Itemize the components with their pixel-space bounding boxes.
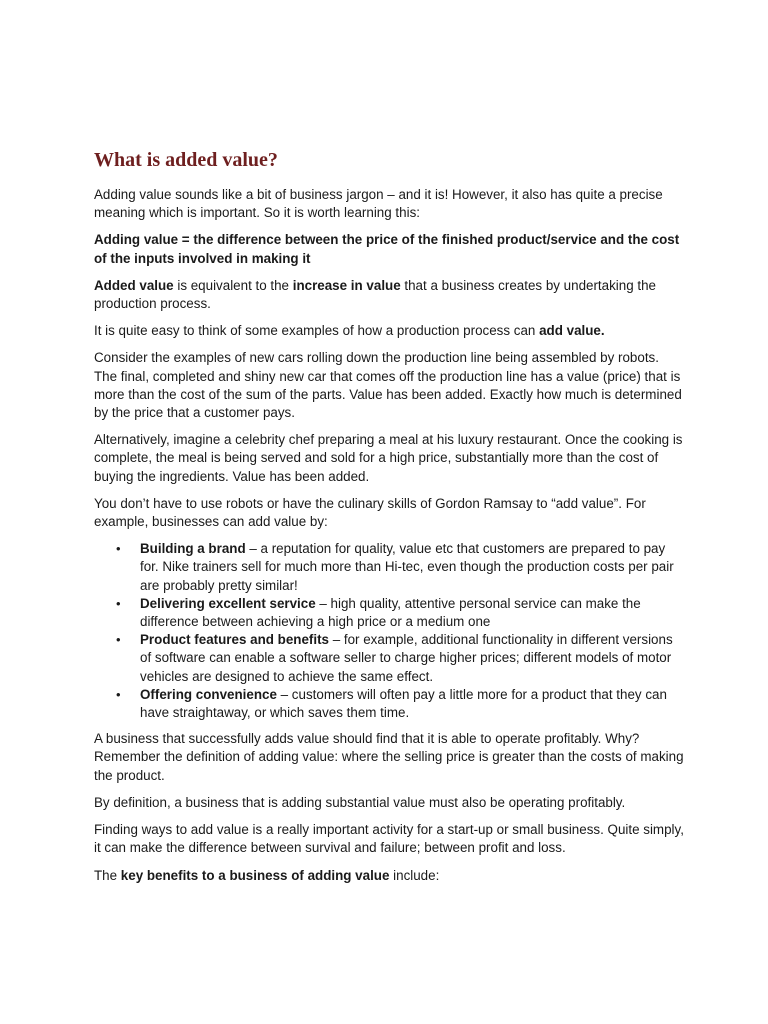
ways-list [94,540,684,722]
list-item-text: – for example, additional functionality in different versions of software can enable a software seller to charge higher prices; different models of motor vehicles are designed to achieve the same effect. [140,632,673,684]
list-item-text: – high quality, attentive personal service can make the difference between achieving a high price or a medium one [140,595,641,630]
examples-intro-emph: add value. [539,323,605,339]
equivalent-paragraph [94,277,684,313]
chef-paragraph: Alternatively, imagine a celebrity chef preparing a meal at his luxury restaurant. Once the cooking is complete, the meal is being served and sold for a high price, substantially more than the cost of buying the ingredients. Value has been added. [94,432,683,484]
list-item [116,631,684,686]
list-item [116,595,684,631]
bullet-icon: • [116,595,121,611]
benefits-emph: key benefits to a business of adding value [120,867,390,883]
list-item-term: Offering convenience [140,686,277,702]
intro-paragraph: Adding value sounds like a bit of business jargon – and it is! However, it also has quite a precise meaning which is important. So it is worth learning this: [94,187,663,221]
list-item-text: – a reputation for quality, value etc that customers are prepared to pay for. Nike trainers sell for much more than Hi-tec, even though the production costs per pair are probably pretty similar! [140,541,674,593]
equivalent-text-1: is equivalent to the [173,277,293,293]
list-item-term: Delivering excellent service [140,595,316,611]
startup-paragraph: Finding ways to add value is a really important activity for a start-up or small business. Quite simply, it can make the difference between survival and failure; between profit and loss. [94,822,684,856]
bullet-icon: • [116,541,121,557]
list-item-term: Building a brand [140,541,246,557]
list-item [116,686,684,722]
bullet-icon: • [116,686,121,702]
definition2-paragraph: By definition, a business that is adding substantial value must also be operating profitably. [94,794,626,810]
equivalent-emph: increase in value [292,277,401,293]
definition-text: Adding value = the difference between the price of the finished product/service and the cost of the inputs involved in making it [94,232,680,266]
equivalent-term: Added value [94,277,174,293]
page-title: What is added value? [94,149,278,171]
list-item [116,540,684,595]
cars-paragraph: Consider the examples of new cars rolling down the production line being assembled by robots. The final, completed and shiny new car that comes off the production line has a value (price) that is more than the cost of the sum of the parts. Value has been added. Exactly how much is determined by the price that a customer pays. [94,350,682,421]
list-item-text: – customers will often pay a little more for a product that they can have straightaway, or which saves them time. [140,686,667,721]
list-item-term: Product features and benefits [140,632,329,648]
profit-paragraph: A business that successfully adds value should find that it is able to operate profitably. Why? Remember the definition of adding value: where the selling price is greater than the costs of making the product. [94,731,684,783]
examples-intro-text: It is quite easy to think of some examples of how a production process can [94,323,540,339]
robots-paragraph: You don’t have to use robots or have the culinary skills of Gordon Ramsay to “add value”. For example, businesses can add value by: [94,495,646,530]
benefits-post: include: [389,867,440,883]
definition-paragraph [94,231,684,267]
equivalent-text-2: that a business creates by undertaking the production process. [94,277,656,312]
bullet-icon: • [116,632,121,648]
benefits-pre: The [94,867,121,883]
examples-intro-paragraph [94,322,684,340]
benefits-paragraph [94,867,684,885]
